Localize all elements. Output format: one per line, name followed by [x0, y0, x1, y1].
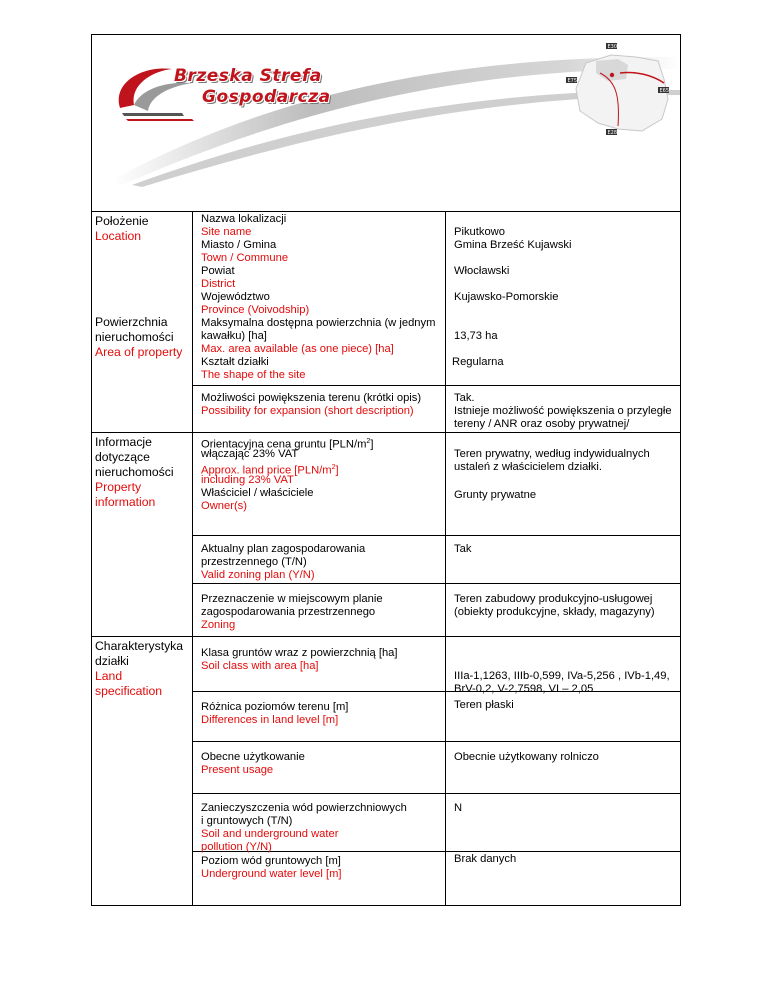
document-frame — [91, 34, 681, 906]
site-name-value: Pikutkowo — [454, 226, 505, 238]
max-area-value: 13,73 ha — [454, 330, 498, 342]
row-divider — [192, 741, 680, 742]
row-divider — [192, 691, 680, 692]
section-land-spec: Charakterystyka działki Land specification — [95, 639, 184, 698]
zoning-plan-label-en: Valid zoning plan (Y/N) — [201, 569, 315, 581]
usage-label-en: Present usage — [201, 764, 274, 776]
level-label: Różnica poziomów terenu [m] — [201, 701, 349, 713]
row-divider — [92, 432, 680, 433]
price-label-2: włączając 23% VAT — [201, 448, 299, 460]
shape-value: Regularna — [452, 356, 504, 368]
zoning-plan-label-2: przestrzennego (T/N) — [201, 556, 307, 568]
zoning-label-2: zagospodarowania przestrzennego — [201, 606, 376, 618]
pollution-label-en-2: pollution (Y/N) — [201, 841, 272, 853]
map-label-e30: E30 — [607, 44, 618, 50]
zoning-value: Teren zabudowy produkcyjno-usługowej — [454, 593, 653, 605]
column-divider-1 — [192, 211, 193, 905]
logo-line-2: Gospodarcza — [202, 87, 331, 107]
district-label: Powiat — [201, 265, 235, 277]
town-label-en: Town / Commune — [201, 252, 289, 264]
usage-label: Obecne użytkowanie — [201, 751, 305, 763]
town-label: Miasto / Gmina — [201, 239, 277, 251]
level-label-en: Differences in land level [m] — [201, 714, 339, 726]
max-area-label-2: kawałku) [ha] — [201, 330, 267, 342]
shape-label: Kształt działki — [201, 356, 269, 368]
water-label-en: Underground water level [m] — [201, 868, 342, 880]
logo-line-1: Brzeska Strefa — [174, 66, 322, 86]
zoning-label-en: Zoning — [201, 619, 236, 631]
soil-label: Klasa gruntów wraz z powierzchnią [ha] — [201, 647, 398, 659]
expansion-value-3: tereny / ANR oraz osoby prywatnej/ — [454, 418, 630, 430]
soil-label-en: Soil class with area [ha] — [201, 660, 319, 672]
map-label-e65: E65 — [659, 88, 670, 94]
district-value: Włocławski — [454, 265, 510, 277]
zoning-plan-value: Tak — [454, 543, 472, 555]
province-label: Województwo — [201, 291, 270, 303]
pollution-value: N — [454, 802, 463, 814]
district-label-en: District — [201, 278, 236, 290]
usage-value: Obecnie użytkowany rolniczo — [454, 751, 599, 763]
price-label-en: Approx. land price $[PLN/m^2]$ — [201, 464, 339, 477]
section-area: Powierzchnia nieruchomości Area of property — [95, 315, 183, 359]
expansion-label: Możliwości powiększenia terenu (krótki opis) — [201, 392, 422, 404]
row-divider — [192, 385, 680, 386]
row-divider — [92, 636, 680, 637]
map-label-e28: E28 — [607, 130, 618, 136]
province-label-en: Province (Voivodship) — [201, 304, 310, 316]
owner-value: Grunty prywatne — [454, 489, 537, 501]
expansion-label-en: Possibility for expansion (short description) — [201, 405, 414, 417]
section-property-info: Informacje dotyczące nieruchomości Property information — [95, 435, 174, 509]
pollution-label-en: Soil and underground water — [201, 828, 339, 840]
price-value-2: ustaleń z właścicielem działki. — [454, 461, 602, 473]
owner-label: Właściciel / właściciele — [201, 487, 314, 499]
water-label: Poziom wód gruntowych [m] — [201, 855, 341, 867]
water-value: Brak danych — [454, 853, 517, 865]
header-banner — [92, 35, 680, 211]
map-label-e75: E75 — [567, 78, 578, 84]
shape-label-en: The shape of the site — [201, 369, 306, 381]
table-top-border — [92, 211, 680, 212]
zoning-label: Przeznaczenie w miejscowym planie — [201, 593, 383, 605]
province-value: Kujawsko-Pomorskie — [454, 291, 559, 303]
owner-label-en: Owner(s) — [201, 500, 247, 512]
soil-value-2: BrV-0,2, V-2,7598, VI – 2,05 — [454, 683, 594, 695]
price-value: Teren prywatny, według indywidualnych — [454, 448, 650, 460]
level-value: Teren płaski — [454, 699, 514, 711]
price-label: Orientacyjna cena gruntu $[PLN/m^2]$ — [201, 438, 374, 451]
zoning-plan-label: Aktualny plan zagospodarowania — [201, 543, 366, 555]
pollution-label: Zanieczyszczenia wód powierzchniowych — [201, 802, 407, 814]
zoning-value-2: (obiekty produkcyjne, składy, magazyny) — [454, 606, 655, 618]
poland-map-icon — [566, 41, 676, 141]
site-name-label-en: Site name — [201, 226, 252, 238]
row-divider — [192, 535, 680, 536]
town-value: Gmina Brześć Kujawski — [454, 239, 572, 251]
column-divider-2 — [445, 211, 446, 905]
max-area-label-en: Max. area available (as one piece) [ha] — [201, 343, 394, 355]
price-label-en-2: including 23% VAT — [201, 474, 294, 486]
section-location: Położenie Location — [95, 214, 149, 243]
pollution-label-2: i gruntowych (T/N) — [201, 815, 293, 827]
row-divider — [192, 583, 680, 584]
row-divider — [192, 793, 680, 794]
max-area-label: Maksymalna dostępna powierzchnia (w jednym — [201, 317, 436, 329]
expansion-value: Tak. — [454, 392, 475, 404]
expansion-value-2: Istnieje możliwość powiększenia o przyległe — [454, 405, 672, 417]
site-name-label: Nazwa lokalizacji — [201, 213, 287, 225]
soil-value: IIIa-1,1263, IIIb-0,599, IVa-5,256 , IVb-1,49, — [454, 670, 670, 682]
